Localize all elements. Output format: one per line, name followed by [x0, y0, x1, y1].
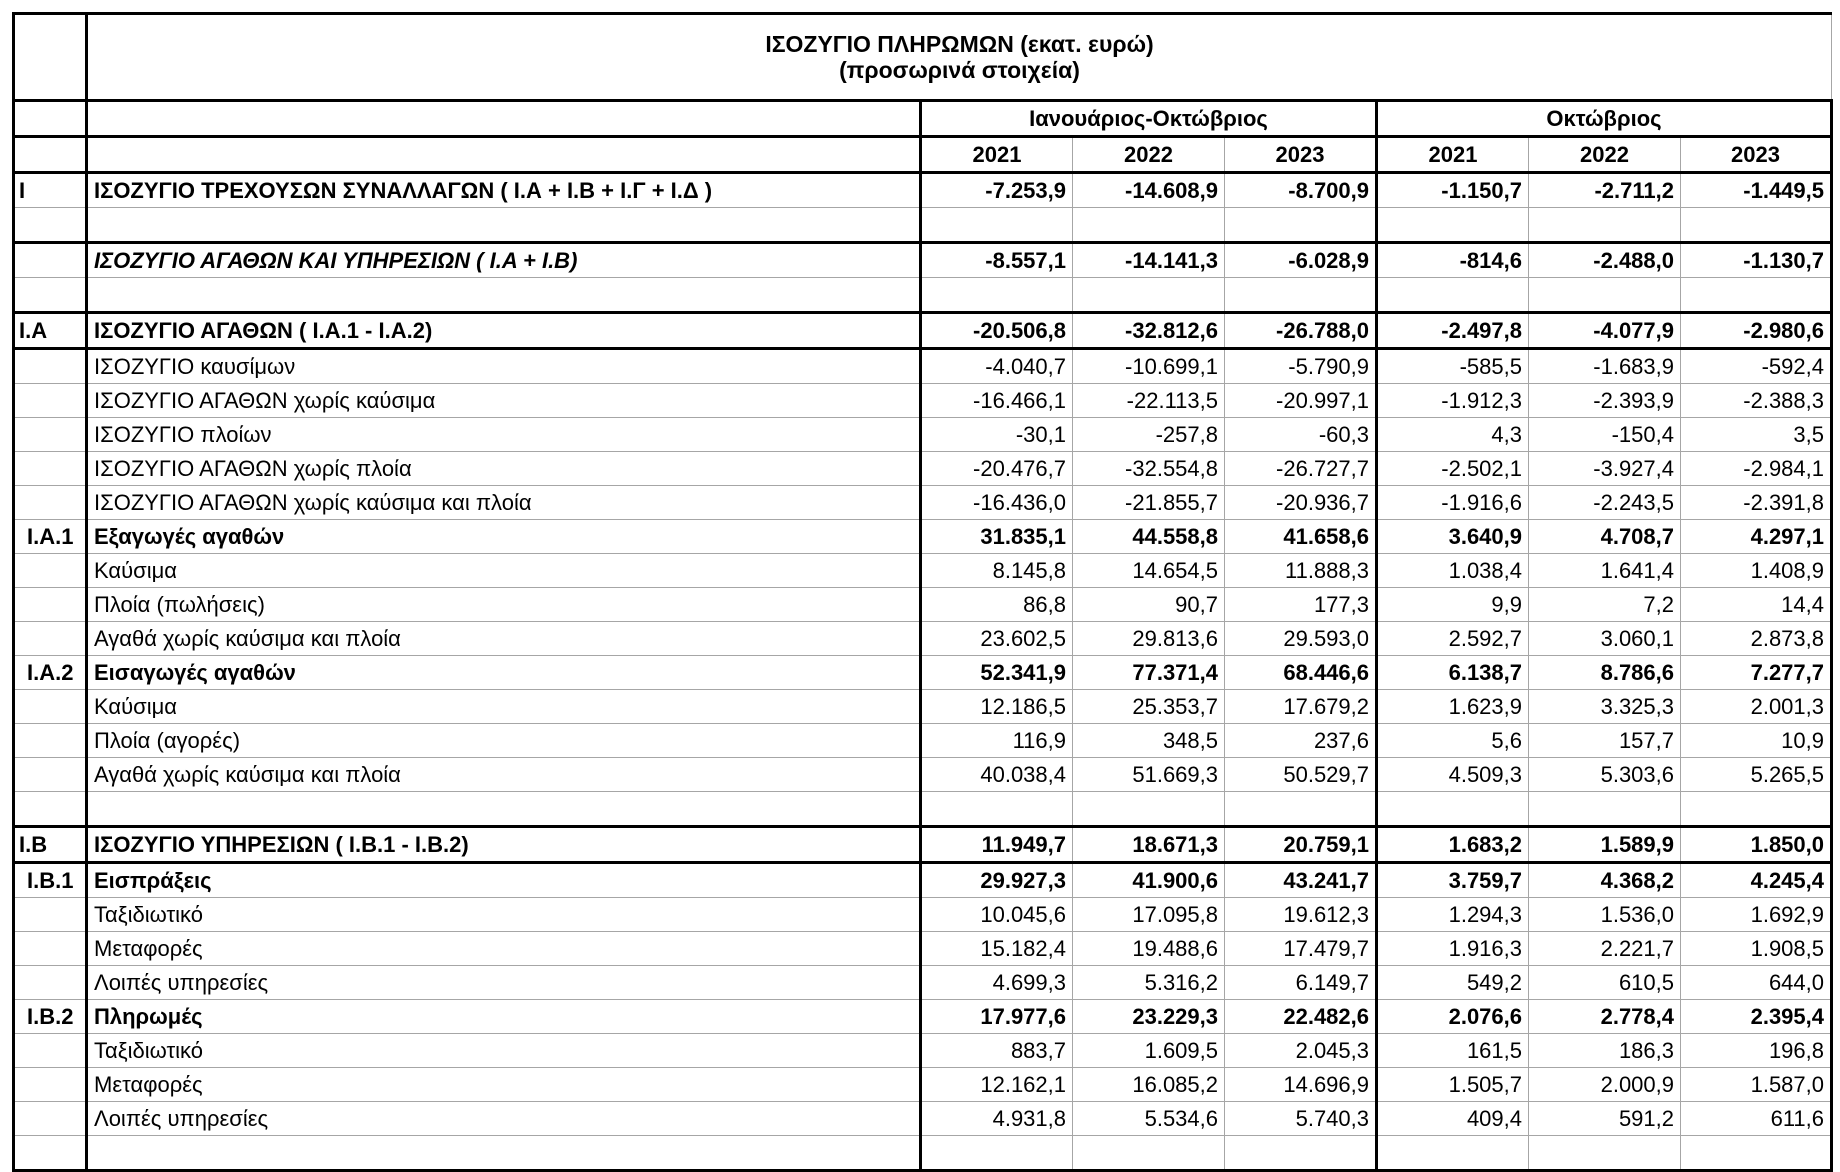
value-cell[interactable]: 1.850,0 [1681, 827, 1832, 863]
value-cell[interactable]: 11.888,3 [1225, 554, 1377, 588]
value-cell[interactable]: 161,5 [1377, 1034, 1529, 1068]
row-code[interactable] [14, 898, 87, 932]
table-row [14, 384, 1832, 418]
table-row [14, 1136, 1832, 1171]
value-cell[interactable]: 52.341,9 [921, 656, 1073, 690]
value-cell[interactable] [1681, 278, 1832, 313]
value-cell[interactable]: -2.488,0 [1529, 243, 1681, 278]
row-label[interactable]: ΙΣΟΖΥΓΙΟ ΑΓΑΘΩΝ χωρίς πλοία [87, 452, 921, 486]
value-cell[interactable]: 29.593,0 [1225, 622, 1377, 656]
value-cell[interactable]: 7.277,7 [1681, 656, 1832, 690]
row-label[interactable]: Λοιπές υπηρεσίες [87, 966, 921, 1000]
value-cell[interactable]: 23.602,5 [921, 622, 1073, 656]
row-label[interactable]: Πλοία (πωλήσεις) [87, 588, 921, 622]
table-row [14, 622, 1832, 656]
value-cell[interactable]: 68.446,6 [1225, 656, 1377, 690]
value-cell[interactable]: -20.997,1 [1225, 384, 1377, 418]
value-cell[interactable]: -1.150,7 [1377, 173, 1529, 208]
value-cell[interactable]: -32.554,8 [1073, 452, 1225, 486]
value-cell[interactable]: 6.149,7 [1225, 966, 1377, 1000]
value-cell[interactable]: 1.908,5 [1681, 932, 1832, 966]
value-cell[interactable]: 2.778,4 [1529, 1000, 1681, 1034]
period-header-oct[interactable]: Οκτώβριος [1377, 101, 1832, 137]
value-cell[interactable]: -1.916,6 [1377, 486, 1529, 520]
value-cell[interactable]: 2.076,6 [1377, 1000, 1529, 1034]
header-code-cell[interactable] [14, 101, 87, 137]
row-label[interactable]: Λοιπές υπηρεσίες [87, 1102, 921, 1136]
value-cell[interactable]: -1.912,3 [1377, 384, 1529, 418]
value-cell[interactable]: 2.395,4 [1681, 1000, 1832, 1034]
value-cell[interactable]: 29.927,3 [921, 863, 1073, 898]
value-cell[interactable] [1529, 278, 1681, 313]
value-cell[interactable]: -20.506,8 [921, 313, 1073, 349]
value-cell[interactable]: -2.393,9 [1529, 384, 1681, 418]
value-cell[interactable]: 10,9 [1681, 724, 1832, 758]
value-cell[interactable]: -2.391,8 [1681, 486, 1832, 520]
value-cell[interactable]: 12.186,5 [921, 690, 1073, 724]
value-cell[interactable]: 41.900,6 [1073, 863, 1225, 898]
value-cell[interactable] [1073, 208, 1225, 243]
row-code[interactable] [14, 1102, 87, 1136]
value-cell[interactable]: -16.436,0 [921, 486, 1073, 520]
row-label[interactable] [87, 1136, 921, 1171]
year-header-label-cell[interactable] [87, 137, 921, 173]
row-label[interactable]: Αγαθά χωρίς καύσιμα και πλοία [87, 622, 921, 656]
title-row [14, 14, 1832, 101]
value-cell[interactable] [1225, 792, 1377, 827]
row-code[interactable] [14, 724, 87, 758]
value-cell[interactable] [921, 208, 1073, 243]
year-header-row [14, 137, 1832, 173]
table-row [14, 758, 1832, 792]
row-code[interactable] [14, 278, 87, 313]
value-cell[interactable]: 177,3 [1225, 588, 1377, 622]
row-label[interactable]: Αγαθά χωρίς καύσιμα και πλοία [87, 758, 921, 792]
value-cell[interactable]: 2.873,8 [1681, 622, 1832, 656]
row-code[interactable] [14, 932, 87, 966]
row-code[interactable]: I.A.1 [14, 520, 87, 554]
row-code[interactable]: I.A [14, 313, 87, 349]
value-cell[interactable]: 19.612,3 [1225, 898, 1377, 932]
value-cell[interactable]: 591,2 [1529, 1102, 1681, 1136]
value-cell[interactable]: 5.534,6 [1073, 1102, 1225, 1136]
value-cell[interactable] [1073, 1136, 1225, 1171]
row-label[interactable]: Πλοία (αγορές) [87, 724, 921, 758]
value-cell[interactable]: 29.813,6 [1073, 622, 1225, 656]
row-code[interactable] [14, 966, 87, 1000]
value-cell[interactable]: 4.931,8 [921, 1102, 1073, 1136]
value-cell[interactable]: 41.658,6 [1225, 520, 1377, 554]
value-cell[interactable]: 8.786,6 [1529, 656, 1681, 690]
value-cell[interactable]: -3.927,4 [1529, 452, 1681, 486]
value-cell[interactable]: 11.949,7 [921, 827, 1073, 863]
value-cell[interactable]: 186,3 [1529, 1034, 1681, 1068]
table-row [14, 932, 1832, 966]
row-code[interactable] [14, 690, 87, 724]
row-label[interactable]: Καύσιμα [87, 554, 921, 588]
value-cell[interactable]: 3,5 [1681, 418, 1832, 452]
value-cell[interactable]: 1.294,3 [1377, 898, 1529, 932]
row-code[interactable]: I.B [14, 827, 87, 863]
value-cell[interactable]: 4.368,2 [1529, 863, 1681, 898]
row-label[interactable]: ΙΣΟΖΥΓΙΟ καυσίμων [87, 349, 921, 384]
row-label[interactable]: ΙΣΟΖΥΓΙΟ ΑΓΑΘΩΝ χωρίς καύσιμα και πλοία [87, 486, 921, 520]
value-cell[interactable]: -8.700,9 [1225, 173, 1377, 208]
value-cell[interactable]: 17.095,8 [1073, 898, 1225, 932]
value-cell[interactable]: 1.692,9 [1681, 898, 1832, 932]
title-line-1: ΙΣΟΖΥΓΙΟ ΠΛΗΡΩΜΩΝ (εκατ. ευρώ) [765, 31, 1154, 57]
value-cell[interactable]: 1.589,9 [1529, 827, 1681, 863]
value-cell[interactable]: 1.038,4 [1377, 554, 1529, 588]
row-label[interactable]: Μεταφορές [87, 932, 921, 966]
value-cell[interactable]: -814,6 [1377, 243, 1529, 278]
table-row [14, 452, 1832, 486]
table-row [14, 1034, 1832, 1068]
row-label[interactable]: ΙΣΟΖΥΓΙΟ ΤΡΕΧΟΥΣΩΝ ΣΥΝΑΛΛΑΓΩΝ ( Ι.Α + Ι.Β + Ι.Γ + Ι.Δ ) [87, 173, 921, 208]
table-row [14, 349, 1832, 384]
table-row [14, 827, 1832, 863]
value-cell[interactable]: 5.316,2 [1073, 966, 1225, 1000]
value-cell[interactable]: 12.162,1 [921, 1068, 1073, 1102]
value-cell[interactable]: 9,9 [1377, 588, 1529, 622]
value-cell[interactable]: 16.085,2 [1073, 1068, 1225, 1102]
period-header-jan-oct[interactable]: Ιανουάριος-Οκτώβριος [921, 101, 1377, 137]
value-cell[interactable]: -7.253,9 [921, 173, 1073, 208]
value-cell[interactable]: 2.045,3 [1225, 1034, 1377, 1068]
year-header[interactable]: 2022 [1073, 137, 1225, 173]
value-cell[interactable]: -32.812,6 [1073, 313, 1225, 349]
value-cell[interactable]: 4.509,3 [1377, 758, 1529, 792]
value-cell[interactable]: 4.245,4 [1681, 863, 1832, 898]
value-cell[interactable] [1225, 208, 1377, 243]
row-label[interactable]: Εισπράξεις [87, 863, 921, 898]
year-header[interactable]: 2022 [1529, 137, 1681, 173]
value-cell[interactable]: 3.060,1 [1529, 622, 1681, 656]
table-row [14, 486, 1832, 520]
value-cell[interactable]: -14.141,3 [1073, 243, 1225, 278]
value-cell[interactable]: 17.479,7 [1225, 932, 1377, 966]
header-label-cell[interactable] [87, 101, 921, 137]
row-code[interactable]: I [14, 173, 87, 208]
value-cell[interactable]: 1.536,0 [1529, 898, 1681, 932]
value-cell[interactable]: 3.325,3 [1529, 690, 1681, 724]
year-header[interactable]: 2023 [1225, 137, 1377, 173]
table-row [14, 1068, 1832, 1102]
value-cell[interactable] [1681, 792, 1832, 827]
value-cell[interactable] [1225, 278, 1377, 313]
row-code[interactable] [14, 243, 87, 278]
value-cell[interactable]: 86,8 [921, 588, 1073, 622]
value-cell[interactable]: 4.699,3 [921, 966, 1073, 1000]
value-cell[interactable]: 883,7 [921, 1034, 1073, 1068]
value-cell[interactable]: -5.790,9 [1225, 349, 1377, 384]
value-cell[interactable]: 6.138,7 [1377, 656, 1529, 690]
year-header[interactable]: 2021 [921, 137, 1073, 173]
row-label[interactable]: Πληρωμές [87, 1000, 921, 1034]
row-code[interactable] [14, 622, 87, 656]
value-cell[interactable]: 1.623,9 [1377, 690, 1529, 724]
row-code[interactable] [14, 349, 87, 384]
value-cell[interactable]: -16.466,1 [921, 384, 1073, 418]
value-cell[interactable]: -8.557,1 [921, 243, 1073, 278]
value-cell[interactable] [1681, 208, 1832, 243]
row-label[interactable]: ΙΣΟΖΥΓΙΟ ΑΓΑΘΩΝ χωρίς καύσιμα [87, 384, 921, 418]
value-cell[interactable]: 17.679,2 [1225, 690, 1377, 724]
value-cell[interactable]: -1.130,7 [1681, 243, 1832, 278]
value-cell[interactable]: -26.788,0 [1225, 313, 1377, 349]
row-label[interactable]: Ταξιδιωτικό [87, 898, 921, 932]
table-row [14, 520, 1832, 554]
table-row [14, 656, 1832, 690]
value-cell[interactable]: 8.145,8 [921, 554, 1073, 588]
value-cell[interactable]: 1.916,3 [1377, 932, 1529, 966]
value-cell[interactable] [921, 792, 1073, 827]
table-title[interactable] [87, 14, 1832, 101]
row-code[interactable]: I.B.1 [14, 863, 87, 898]
value-cell[interactable]: -4.040,7 [921, 349, 1073, 384]
value-cell[interactable]: -20.476,7 [921, 452, 1073, 486]
row-label[interactable]: ΙΣΟΖΥΓΙΟ ΥΠΗΡΕΣΙΩΝ ( Ι.Β.1 - Ι.Β.2) [87, 827, 921, 863]
title-code-cell[interactable] [14, 14, 87, 101]
value-cell[interactable]: -150,4 [1529, 418, 1681, 452]
value-cell[interactable] [921, 1136, 1073, 1171]
row-code[interactable] [14, 384, 87, 418]
table-row [14, 278, 1832, 313]
value-cell[interactable]: 14,4 [1681, 588, 1832, 622]
value-cell[interactable]: 1.683,2 [1377, 827, 1529, 863]
row-label[interactable] [87, 792, 921, 827]
row-code[interactable] [14, 486, 87, 520]
value-cell[interactable]: -2.984,1 [1681, 452, 1832, 486]
value-cell[interactable] [1681, 1136, 1832, 1171]
value-cell[interactable]: -2.980,6 [1681, 313, 1832, 349]
table-row [14, 554, 1832, 588]
table-row [14, 863, 1832, 898]
row-label[interactable]: ΙΣΟΖΥΓΙΟ ΑΓΑΘΩΝ ΚΑΙ ΥΠΗΡΕΣΙΩΝ ( Ι.Α + Ι.Β) [87, 243, 921, 278]
row-label[interactable] [87, 208, 921, 243]
value-cell[interactable]: 5.740,3 [1225, 1102, 1377, 1136]
value-cell[interactable]: 50.529,7 [1225, 758, 1377, 792]
value-cell[interactable]: 44.558,8 [1073, 520, 1225, 554]
value-cell[interactable]: 2.001,3 [1681, 690, 1832, 724]
value-cell[interactable]: 409,4 [1377, 1102, 1529, 1136]
value-cell[interactable]: 31.835,1 [921, 520, 1073, 554]
value-cell[interactable]: 7,2 [1529, 588, 1681, 622]
value-cell[interactable]: -585,5 [1377, 349, 1529, 384]
value-cell[interactable]: -60,3 [1225, 418, 1377, 452]
row-code[interactable] [14, 792, 87, 827]
table-body [14, 14, 1832, 1171]
value-cell[interactable] [1377, 278, 1529, 313]
value-cell[interactable]: -14.608,9 [1073, 173, 1225, 208]
balance-of-payments-table [12, 12, 1833, 1172]
year-header[interactable]: 2021 [1377, 137, 1529, 173]
value-cell[interactable] [1225, 1136, 1377, 1171]
row-label[interactable]: Καύσιμα [87, 690, 921, 724]
value-cell[interactable] [1377, 208, 1529, 243]
value-cell[interactable]: 14.696,9 [1225, 1068, 1377, 1102]
value-cell[interactable]: -4.077,9 [1529, 313, 1681, 349]
table-row [14, 898, 1832, 932]
period-header-row [14, 101, 1832, 137]
row-label[interactable]: Μεταφορές [87, 1068, 921, 1102]
value-cell[interactable]: 237,6 [1225, 724, 1377, 758]
value-cell[interactable]: 5,6 [1377, 724, 1529, 758]
value-cell[interactable]: 611,6 [1681, 1102, 1832, 1136]
value-cell[interactable] [1073, 792, 1225, 827]
value-cell[interactable]: -20.936,7 [1225, 486, 1377, 520]
value-cell[interactable]: 2.592,7 [1377, 622, 1529, 656]
value-cell[interactable] [1073, 278, 1225, 313]
table-row [14, 690, 1832, 724]
value-cell[interactable]: 1.609,5 [1073, 1034, 1225, 1068]
value-cell[interactable]: 5.265,5 [1681, 758, 1832, 792]
row-code[interactable] [14, 758, 87, 792]
value-cell[interactable]: 10.045,6 [921, 898, 1073, 932]
row-code[interactable] [14, 1034, 87, 1068]
row-code[interactable] [14, 1068, 87, 1102]
value-cell[interactable]: 77.371,4 [1073, 656, 1225, 690]
value-cell[interactable]: -10.699,1 [1073, 349, 1225, 384]
table-row [14, 313, 1832, 349]
value-cell[interactable]: 1.505,7 [1377, 1068, 1529, 1102]
value-cell[interactable]: 4,3 [1377, 418, 1529, 452]
row-label[interactable]: Εισαγωγές αγαθών [87, 656, 921, 690]
value-cell[interactable]: -2.388,3 [1681, 384, 1832, 418]
row-label[interactable]: Εξαγωγές αγαθών [87, 520, 921, 554]
value-cell[interactable]: 15.182,4 [921, 932, 1073, 966]
row-label[interactable] [87, 278, 921, 313]
value-cell[interactable]: 610,5 [1529, 966, 1681, 1000]
value-cell[interactable]: 51.669,3 [1073, 758, 1225, 792]
year-header[interactable]: 2023 [1681, 137, 1832, 173]
value-cell[interactable]: -1.449,5 [1681, 173, 1832, 208]
value-cell[interactable]: 4.297,1 [1681, 520, 1832, 554]
value-cell[interactable]: -2.497,8 [1377, 313, 1529, 349]
value-cell[interactable]: 18.671,3 [1073, 827, 1225, 863]
row-code[interactable] [14, 452, 87, 486]
title-line-2: (προσωρινά στοιχεία) [839, 57, 1080, 83]
row-label[interactable]: ΙΣΟΖΥΓΙΟ ΑΓΑΘΩΝ ( Ι.Α.1 - Ι.Α.2) [87, 313, 921, 349]
value-cell[interactable]: -592,4 [1681, 349, 1832, 384]
value-cell[interactable] [921, 278, 1073, 313]
value-cell[interactable]: 2.221,7 [1529, 932, 1681, 966]
value-cell[interactable]: 196,8 [1681, 1034, 1832, 1068]
table-row [14, 792, 1832, 827]
value-cell[interactable]: 4.708,7 [1529, 520, 1681, 554]
row-label[interactable]: ΙΣΟΖΥΓΙΟ πλοίων [87, 418, 921, 452]
row-code[interactable]: I.B.2 [14, 1000, 87, 1034]
value-cell[interactable]: 2.000,9 [1529, 1068, 1681, 1102]
value-cell[interactable]: -26.727,7 [1225, 452, 1377, 486]
value-cell[interactable]: -21.855,7 [1073, 486, 1225, 520]
value-cell[interactable]: 19.488,6 [1073, 932, 1225, 966]
value-cell[interactable]: 3.759,7 [1377, 863, 1529, 898]
value-cell[interactable]: -1.683,9 [1529, 349, 1681, 384]
value-cell[interactable]: 644,0 [1681, 966, 1832, 1000]
value-cell[interactable]: 1.408,9 [1681, 554, 1832, 588]
table-row [14, 208, 1832, 243]
value-cell[interactable]: -30,1 [921, 418, 1073, 452]
value-cell[interactable] [1529, 208, 1681, 243]
value-cell[interactable]: 549,2 [1377, 966, 1529, 1000]
value-cell[interactable]: 25.353,7 [1073, 690, 1225, 724]
row-code[interactable] [14, 418, 87, 452]
table-row [14, 418, 1832, 452]
row-code[interactable] [14, 208, 87, 243]
value-cell[interactable]: -257,8 [1073, 418, 1225, 452]
table-row [14, 243, 1832, 278]
value-cell[interactable]: 1.587,0 [1681, 1068, 1832, 1102]
value-cell[interactable]: 22.482,6 [1225, 1000, 1377, 1034]
value-cell[interactable]: 17.977,6 [921, 1000, 1073, 1034]
value-cell[interactable]: 157,7 [1529, 724, 1681, 758]
row-code[interactable] [14, 1136, 87, 1171]
row-code[interactable]: I.A.2 [14, 656, 87, 690]
value-cell[interactable]: 40.038,4 [921, 758, 1073, 792]
row-label[interactable]: Ταξιδιωτικό [87, 1034, 921, 1068]
table-row [14, 1000, 1832, 1034]
table-row [14, 1102, 1832, 1136]
table-row [14, 173, 1832, 208]
year-header-code-cell[interactable] [14, 137, 87, 173]
table-row [14, 724, 1832, 758]
value-cell[interactable]: 90,7 [1073, 588, 1225, 622]
value-cell[interactable]: 116,9 [921, 724, 1073, 758]
value-cell[interactable]: -2.502,1 [1377, 452, 1529, 486]
value-cell[interactable] [1529, 792, 1681, 827]
table-row [14, 588, 1832, 622]
value-cell[interactable]: 5.303,6 [1529, 758, 1681, 792]
value-cell[interactable]: 14.654,5 [1073, 554, 1225, 588]
row-code[interactable] [14, 588, 87, 622]
value-cell[interactable]: 3.640,9 [1377, 520, 1529, 554]
value-cell[interactable]: 1.641,4 [1529, 554, 1681, 588]
table-row [14, 966, 1832, 1000]
value-cell[interactable]: -22.113,5 [1073, 384, 1225, 418]
value-cell[interactable] [1377, 1136, 1529, 1171]
value-cell[interactable]: -6.028,9 [1225, 243, 1377, 278]
value-cell[interactable]: 348,5 [1073, 724, 1225, 758]
value-cell[interactable]: 20.759,1 [1225, 827, 1377, 863]
value-cell[interactable]: -2.711,2 [1529, 173, 1681, 208]
value-cell[interactable]: 23.229,3 [1073, 1000, 1225, 1034]
value-cell[interactable]: 43.241,7 [1225, 863, 1377, 898]
value-cell[interactable] [1529, 1136, 1681, 1171]
row-code[interactable] [14, 554, 87, 588]
value-cell[interactable] [1377, 792, 1529, 827]
value-cell[interactable]: -2.243,5 [1529, 486, 1681, 520]
